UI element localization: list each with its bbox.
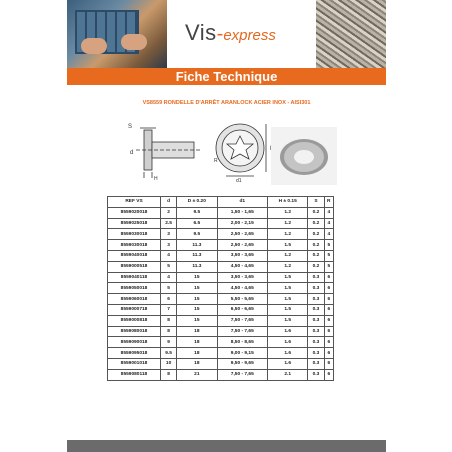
table-cell: 0.2 xyxy=(308,207,324,218)
table-cell: 1.6 xyxy=(268,358,308,369)
table-cell: 1.5 xyxy=(268,294,308,305)
table-cell: 0.2 xyxy=(308,218,324,229)
table-cell: 11.3 xyxy=(177,261,217,272)
product-title: VS8559 RONDELLE D'ARRÊT ARANLOCK ACIER INOX - AISI301 xyxy=(142,100,311,106)
table-cell: 8559060018 xyxy=(108,294,161,305)
table-cell: 6 xyxy=(324,283,333,294)
table-cell: 4,50 - 4,65 xyxy=(217,261,268,272)
table-cell: 15 xyxy=(177,272,217,283)
header-photo-tools xyxy=(67,0,167,68)
table-cell: 6 xyxy=(324,304,333,315)
table-cell: 2 xyxy=(161,207,177,218)
table-row xyxy=(108,218,334,229)
table-cell: 4 xyxy=(161,250,177,261)
hand-right xyxy=(121,34,147,50)
table-cell: 0.3 xyxy=(308,315,324,326)
table-cell: 1.5 xyxy=(268,283,308,294)
table-cell: 4 xyxy=(324,229,333,240)
table-cell: 6 xyxy=(324,272,333,283)
washer-icon xyxy=(271,127,337,185)
label-h: H xyxy=(154,176,158,182)
table-cell: 0.3 xyxy=(308,283,324,294)
table-cell: 3 xyxy=(161,240,177,251)
label-s: S xyxy=(128,124,133,130)
table-cell: 9 xyxy=(161,337,177,348)
table-header-row xyxy=(108,197,334,208)
column-header: D ± 0.20 xyxy=(177,197,217,208)
table-cell: 8559030018 xyxy=(108,229,161,240)
table-row xyxy=(108,326,334,337)
table-row xyxy=(108,369,334,380)
table-cell: 0.2 xyxy=(308,229,324,240)
table-cell: 2.5 xyxy=(161,218,177,229)
table-cell: 1.5 xyxy=(268,240,308,251)
label-d1: d1 xyxy=(236,178,242,182)
table-cell: 1.6 xyxy=(268,348,308,359)
table-cell: 3 xyxy=(161,229,177,240)
label-r: R xyxy=(214,158,218,164)
table-cell: 6 xyxy=(324,294,333,305)
table-row xyxy=(108,304,334,315)
table-cell: 7,50 - 7,65 xyxy=(217,369,268,380)
datasheet-page xyxy=(67,0,386,452)
table-cell: 8559025018 xyxy=(108,218,161,229)
table-cell: 1.6 xyxy=(268,326,308,337)
table-row xyxy=(108,358,334,369)
table-cell: 0.2 xyxy=(308,240,324,251)
table-cell: 1.5 xyxy=(268,272,308,283)
table-cell: 15 xyxy=(177,304,217,315)
table-cell: 1.2 xyxy=(268,218,308,229)
table-row xyxy=(108,337,334,348)
table-cell: 6,50 - 6,65 xyxy=(217,304,268,315)
table-cell: 5 xyxy=(161,283,177,294)
table-cell: 8559080118 xyxy=(108,369,161,380)
table-cell: 2,50 - 2,65 xyxy=(217,229,268,240)
table-cell: 2,00 - 2,15 xyxy=(217,218,268,229)
table-cell: 6 xyxy=(324,348,333,359)
table-cell: 8559000718 xyxy=(108,304,161,315)
table-cell: 8 xyxy=(161,369,177,380)
table-cell: 8559050018 xyxy=(108,283,161,294)
table-cell: 5 xyxy=(161,261,177,272)
brand-logo xyxy=(185,20,276,46)
table-cell: 1.2 xyxy=(268,229,308,240)
table-cell: 0.3 xyxy=(308,294,324,305)
table-cell: 0.3 xyxy=(308,337,324,348)
table-cell: 7,50 - 7,65 xyxy=(217,315,268,326)
table-cell: 0.2 xyxy=(308,250,324,261)
table-cell: 8559040118 xyxy=(108,272,161,283)
table-cell: 0.3 xyxy=(308,358,324,369)
spec-table xyxy=(107,196,334,381)
banner-title: Fiche Technique xyxy=(67,68,386,85)
table-cell: 9.5 xyxy=(177,207,217,218)
table-cell: 8559030018 xyxy=(108,240,161,251)
table-row xyxy=(108,272,334,283)
table-cell: 9.5 xyxy=(177,229,217,240)
table-cell: 9.5 xyxy=(161,348,177,359)
table-cell: 21 xyxy=(177,369,217,380)
table-cell: 9,50 - 9,65 xyxy=(217,358,268,369)
column-header: S xyxy=(308,197,324,208)
table-row xyxy=(108,207,334,218)
table-cell: 5,50 - 5,65 xyxy=(217,294,268,305)
footer-bar xyxy=(67,440,386,452)
table-cell: 0.3 xyxy=(308,326,324,337)
table-cell: 1,50 - 1,65 xyxy=(217,207,268,218)
front-view xyxy=(216,124,266,176)
table-cell: 8,50 - 8,65 xyxy=(217,337,268,348)
table-cell: 2.1 xyxy=(268,369,308,380)
table-row xyxy=(108,315,334,326)
table-body xyxy=(108,207,334,380)
table-cell: 11.3 xyxy=(177,240,217,251)
column-header: d1 xyxy=(217,197,268,208)
table-cell: 18 xyxy=(177,337,217,348)
table-cell: 1.6 xyxy=(268,337,308,348)
table-cell: 2,50 - 2,65 xyxy=(217,240,268,251)
table-cell: 5 xyxy=(324,240,333,251)
table-cell: 11.3 xyxy=(177,250,217,261)
table-cell: 18 xyxy=(177,326,217,337)
brand-name: Vis xyxy=(185,20,217,45)
table-row xyxy=(108,261,334,272)
table-cell: 6.5 xyxy=(177,218,217,229)
column-header: REF VS xyxy=(108,197,161,208)
table-cell: 15 xyxy=(177,283,217,294)
table-cell: 8559080018 xyxy=(108,326,161,337)
table-cell: 18 xyxy=(177,348,217,359)
table-cell: 7,50 - 7,65 xyxy=(217,326,268,337)
table-cell: 5 xyxy=(324,250,333,261)
table-cell: 4 xyxy=(161,272,177,283)
table-cell: 6 xyxy=(324,326,333,337)
table-cell: 6 xyxy=(324,358,333,369)
table-cell: 4,50 - 4,65 xyxy=(217,283,268,294)
table-cell: 0.3 xyxy=(308,304,324,315)
table-cell: 8559020018 xyxy=(108,207,161,218)
table-cell: 6 xyxy=(324,337,333,348)
brand-separator: - xyxy=(216,23,224,45)
table-cell: 0.2 xyxy=(308,261,324,272)
table-cell: 10 xyxy=(161,358,177,369)
table-row xyxy=(108,283,334,294)
table-cell: 0.3 xyxy=(308,369,324,380)
table-row xyxy=(108,229,334,240)
table-cell: 8559000518 xyxy=(108,261,161,272)
table-cell: 4 xyxy=(324,207,333,218)
table-cell: 8559000818 xyxy=(108,315,161,326)
table-cell: 5 xyxy=(324,261,333,272)
label-d: d xyxy=(130,150,134,156)
table-cell: 6 xyxy=(161,294,177,305)
table-cell: 8559040018 xyxy=(108,250,161,261)
column-header: R xyxy=(324,197,333,208)
table-cell: 15 xyxy=(177,315,217,326)
table-row xyxy=(108,240,334,251)
table-cell: 1.5 xyxy=(268,304,308,315)
table-cell: 8 xyxy=(161,326,177,337)
header-photo-screws xyxy=(316,0,386,68)
table-cell: 1.5 xyxy=(268,315,308,326)
hand-left xyxy=(81,38,107,54)
table-cell: 0.3 xyxy=(308,348,324,359)
table-cell: 8559001018 xyxy=(108,358,161,369)
brand-suffix: express xyxy=(223,27,276,44)
table-row xyxy=(108,348,334,359)
table-cell: 3,50 - 3,65 xyxy=(217,250,268,261)
table-cell: 7 xyxy=(161,304,177,315)
table-cell: 8559090018 xyxy=(108,337,161,348)
table-cell: 1.2 xyxy=(268,261,308,272)
table-cell: 15 xyxy=(177,294,217,305)
side-view xyxy=(136,128,202,178)
washer-photo xyxy=(271,127,337,185)
header xyxy=(67,0,386,68)
table-cell: 6 xyxy=(324,315,333,326)
table-cell: 1.2 xyxy=(268,250,308,261)
table-cell: 8 xyxy=(161,315,177,326)
table-row xyxy=(108,294,334,305)
table-cell: 4 xyxy=(324,218,333,229)
table-cell: 3,50 - 3,65 xyxy=(217,272,268,283)
table-cell: 9,00 - 9,15 xyxy=(217,348,268,359)
column-header: H ± 0.15 xyxy=(268,197,308,208)
table-row xyxy=(108,250,334,261)
table-cell: 1.2 xyxy=(268,207,308,218)
table-cell: 6 xyxy=(324,369,333,380)
table-cell: 8559095018 xyxy=(108,348,161,359)
column-header: d xyxy=(161,197,177,208)
table-cell: 0.3 xyxy=(308,272,324,283)
table-cell: 18 xyxy=(177,358,217,369)
